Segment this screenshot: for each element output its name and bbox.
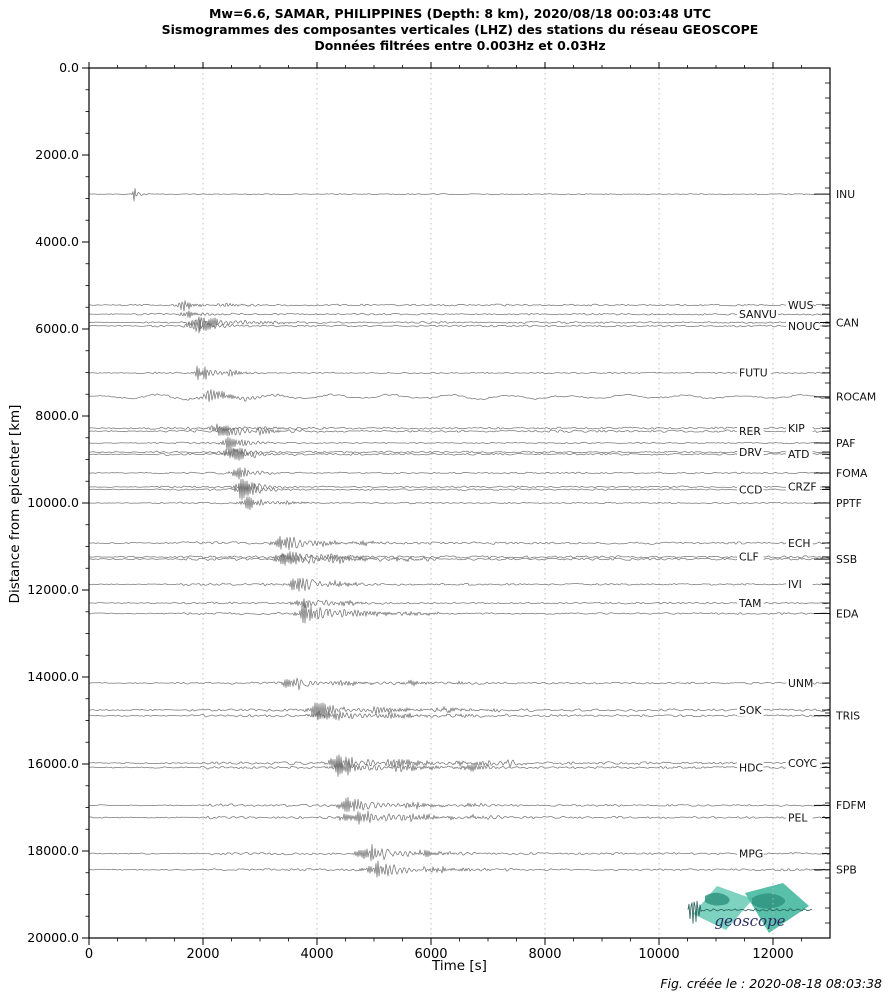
y-axis-label: Distance from epicenter [km]: [7, 404, 23, 604]
trace-TAM: [89, 596, 830, 610]
x-tick-label: 2000: [186, 947, 220, 962]
trace-SPB: [89, 861, 830, 877]
trace-IVI: [89, 578, 830, 591]
title-line-3: Données filtrées entre 0.003Hz et 0.03Hz: [314, 38, 606, 53]
trace-INU: [89, 188, 830, 201]
trace-SSB: [89, 550, 830, 565]
trace-PPTF: [89, 497, 830, 510]
station-label-FDFM: FDFM: [836, 799, 867, 813]
station-label-CLF: CLF: [739, 550, 759, 564]
station-label-IVI: IVI: [788, 578, 802, 592]
title-line-2: Sismogrammes des composantes verticales (LHZ) des stations du réseau GEOSCOPE: [161, 22, 759, 37]
title-line-1: Mw=6.6, SAMAR, PHILIPPINES (Depth: 8 km), 2020/08/18 00:03:48 UTC: [208, 6, 712, 21]
station-label-INU: INU: [836, 187, 856, 201]
trace-FUTU: [89, 366, 830, 380]
y-tick-label: 20000.0: [27, 930, 79, 945]
station-label-KIP: KIP: [788, 421, 805, 435]
x-tick-label: 8000: [528, 947, 562, 962]
y-tick-label: 0.0: [59, 60, 79, 75]
station-label-TRIS: TRIS: [836, 709, 861, 723]
x-axis-label: Time [s]: [432, 958, 487, 974]
y-tick-label: 10000.0: [27, 495, 79, 510]
station-label-MPG: MPG: [739, 847, 764, 861]
x-tick-label: 0: [84, 947, 94, 962]
trace-RER: [89, 425, 830, 439]
station-label-HDC: HDC: [739, 761, 763, 775]
x-tick-label: 12000: [752, 947, 794, 962]
y-tick-label: 16000.0: [27, 756, 79, 771]
station-label-RER: RER: [739, 425, 761, 439]
y-tick-label: 2000.0: [35, 147, 79, 162]
y-tick-label: 6000.0: [35, 321, 79, 336]
trace-CRZF: [89, 480, 830, 492]
station-label-SPB: SPB: [836, 863, 857, 877]
trace-PAF: [89, 437, 830, 450]
station-label-SSB: SSB: [836, 552, 858, 566]
trace-KIP: [89, 421, 830, 435]
station-label-WUS: WUS: [788, 298, 814, 312]
station-label-EDA: EDA: [836, 607, 859, 621]
station-label-SOK: SOK: [739, 703, 762, 717]
trace-WUS: [89, 298, 830, 312]
trace-PEL: [89, 811, 830, 824]
trace-MPG: [89, 844, 830, 860]
y-tick-label: 8000.0: [35, 408, 79, 423]
station-label-FOMA: FOMA: [836, 466, 868, 480]
trace-SANVU: [89, 311, 830, 318]
trace-DRV: [89, 447, 830, 458]
trace-ATD: [89, 445, 830, 460]
trace-EDA: [89, 603, 830, 623]
trace-ECH: [89, 536, 830, 550]
trace-FOMA: [89, 468, 830, 480]
station-label-ROCAM: ROCAM: [836, 390, 877, 404]
station-label-NOUC: NOUC: [788, 319, 821, 333]
y-tick-label: 18000.0: [27, 843, 79, 858]
x-tick-label: 6000: [414, 947, 448, 962]
trace-COYC: [89, 755, 830, 775]
x-tick-label: 4000: [300, 947, 334, 962]
trace-UNM: [89, 678, 830, 690]
station-label-CRZF: CRZF: [788, 480, 817, 494]
station-label-ECH: ECH: [788, 536, 811, 550]
y-tick-label: 12000.0: [27, 582, 79, 597]
station-label-DRV: DRV: [739, 445, 762, 459]
trace-FDFM: [89, 797, 830, 811]
logo-text: geoscope: [714, 912, 786, 930]
station-label-ATD: ATD: [788, 448, 810, 462]
station-label-CAN: CAN: [836, 316, 860, 330]
station-label-COYC: COYC: [788, 756, 817, 770]
trace-TRIS: [89, 711, 830, 721]
station-label-CCD: CCD: [739, 483, 763, 497]
station-label-FUTU: FUTU: [739, 366, 768, 380]
station-label-SANVU: SANVU: [739, 308, 777, 322]
station-label-TAM: TAM: [739, 596, 762, 610]
station-label-PAF: PAF: [836, 436, 856, 450]
trace-CLF: [89, 551, 830, 563]
x-tick-label: 10000: [638, 947, 680, 962]
station-label-UNM: UNM: [788, 676, 814, 690]
y-tick-label: 14000.0: [27, 669, 79, 684]
creation-date-caption: Fig. créée le : 2020-08-18 08:03:38: [660, 976, 882, 991]
station-label-PEL: PEL: [788, 811, 808, 825]
trace-ROCAM: [89, 390, 830, 402]
trace-CCD: [89, 479, 830, 500]
station-label-PPTF: PPTF: [836, 496, 862, 510]
y-tick-label: 4000.0: [35, 234, 79, 249]
